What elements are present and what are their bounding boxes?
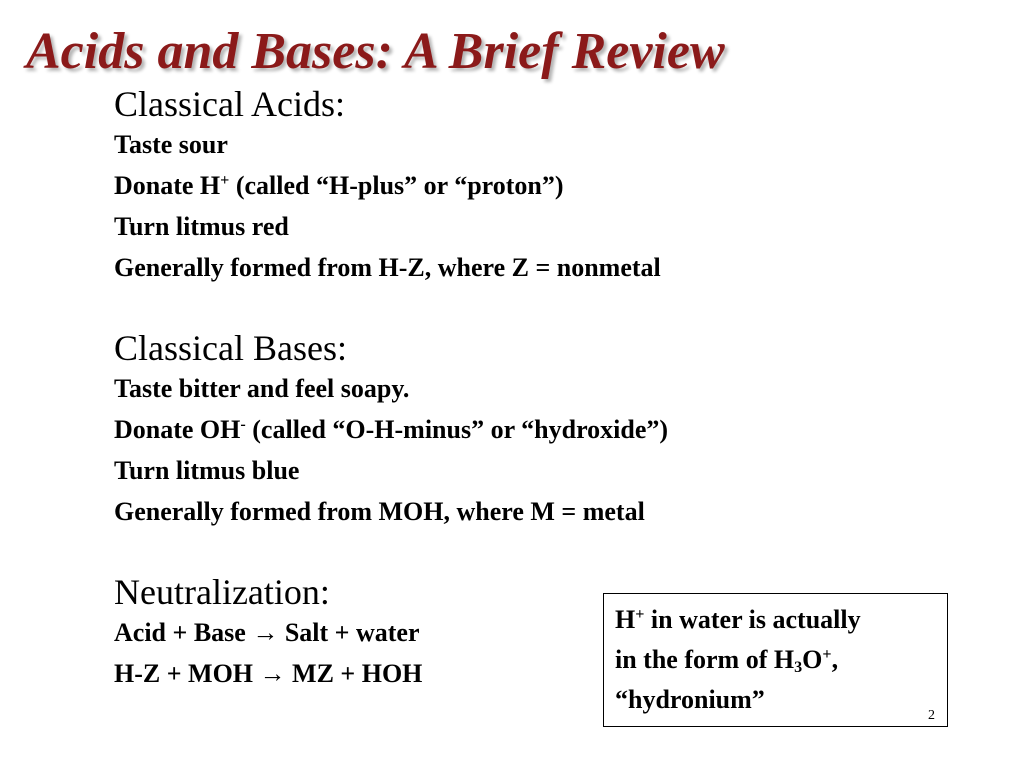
page-number: 2 — [928, 708, 935, 723]
bases-line-litmus: Turn litmus blue — [114, 456, 300, 485]
callout-line-2 — [615, 640, 947, 680]
right-arrow-icon: → — [252, 618, 279, 647]
acids-donate-pre: Donate H — [114, 171, 221, 200]
hydronium-callout-box — [603, 593, 948, 727]
callout-line-3: “hydronium” — [615, 685, 765, 714]
bases-line-formed: Generally formed from MOH, where M = metal — [114, 497, 645, 526]
eq2-right: MZ + HOH — [285, 659, 423, 688]
acids-line-litmus: Turn litmus red — [114, 212, 289, 241]
eq1-left: Acid + Base — [114, 618, 253, 647]
acids-line-donate — [114, 165, 854, 206]
bases-heading: Classical Bases: — [114, 328, 347, 368]
callout-l2-post: , — [831, 645, 839, 674]
callout-l1-pre: H — [615, 605, 636, 634]
neutralization-heading: Neutralization: — [114, 572, 330, 612]
bases-line-taste: Taste bitter and feel soapy. — [114, 374, 410, 403]
bases-donate-post: (called “O-H-minus” or “hydroxide”) — [245, 415, 669, 444]
acids-heading: Classical Acids: — [114, 84, 345, 124]
callout-l2-sup: + — [822, 646, 832, 664]
eq2-left: H-Z + MOH — [114, 659, 260, 688]
bases-donate-pre: Donate OH — [114, 415, 241, 444]
callout-l1-sup: + — [635, 606, 645, 624]
callout-l1-post: in water is actually — [644, 605, 861, 634]
bases-donate-sup: - — [240, 416, 246, 434]
right-arrow-icon: → — [259, 659, 286, 688]
callout-line-1 — [615, 600, 947, 640]
callout-l2-pre: in the form of H — [615, 645, 795, 674]
slide-title: Acids and Bases: A Brief Review — [26, 23, 725, 80]
callout-l2-sub: 3 — [794, 659, 803, 677]
section-spacer — [114, 532, 854, 572]
acids-line-formed: Generally formed from H-Z, where Z = nonmetal — [114, 253, 661, 282]
section-spacer — [114, 288, 854, 328]
acids-donate-post: (called “H-plus” or “proton”) — [229, 171, 564, 200]
eq1-right: Salt + water — [278, 618, 420, 647]
acids-donate-sup: + — [220, 172, 230, 190]
bases-line-donate — [114, 409, 854, 450]
acids-line-taste: Taste sour — [114, 130, 228, 159]
callout-l2-mid: O — [802, 645, 823, 674]
